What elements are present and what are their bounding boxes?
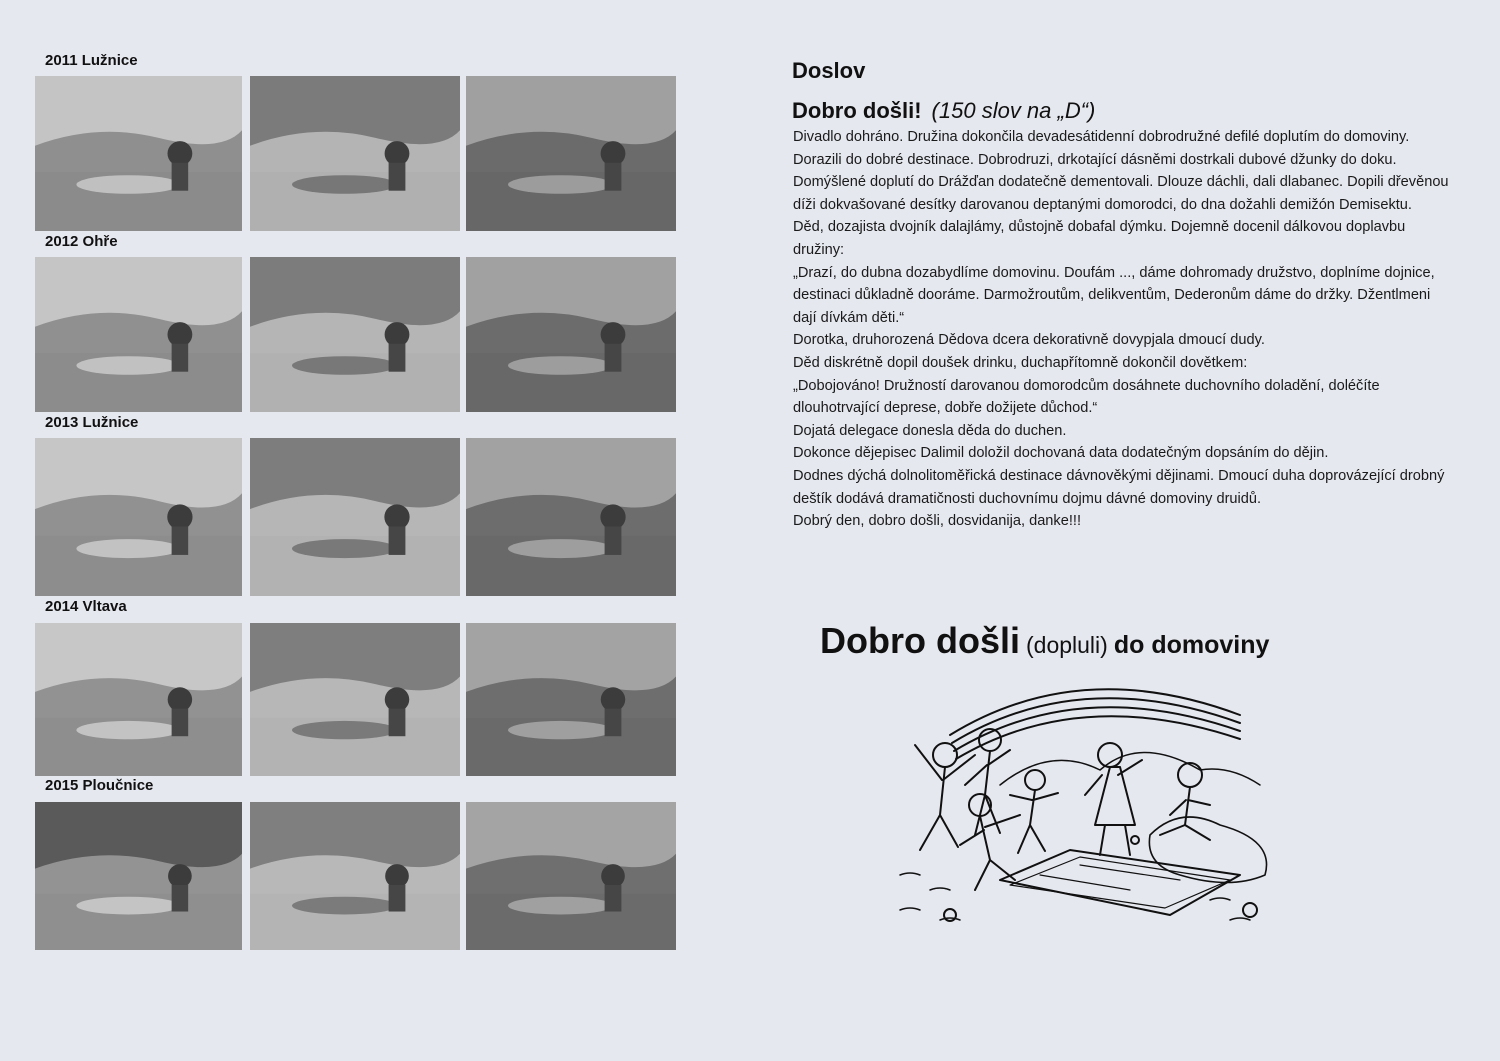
epilogue-paragraph: Děd, dozajista dvojník dalajlámy, důstojně dobafal dýmku. Dojemně docenil dálkovou doplavbu družiny: <box>793 219 1406 258</box>
epilogue-paragraph: „Dobojováno! Družností darovanou domorodcům dosáhnete duchovního doladění, doléčíte dlouhotrvající deprese, dobře dožijete důchod.“ <box>793 377 1380 417</box>
banner-title-end: do domoviny <box>1113 631 1270 659</box>
group-at-table-photo <box>35 438 242 596</box>
boats-under-bridge-photo <box>466 76 676 231</box>
fallen-trees-river-photo <box>250 802 460 950</box>
boats-in-town-photo <box>35 623 242 776</box>
canoe-in-reeds-photo <box>250 76 460 231</box>
epilogue-paragraph: „Drazí, do dubna dozabydlíme domovinu. Doufám ..., dáme dohromady družstvo, doplníme dojnice, destinaci důkladně dooráme. Darmožroutům, delikventům, Dederonům dáme do držky. Džentlmeni dají dívkám děti.“ <box>793 264 1435 326</box>
subtitle-note: (150 slov na „D“) <box>931 98 1096 123</box>
epilogue-paragraph: Děd diskrétně dopil doušek drinku, duchapřítomně dokončil dovětkem: <box>793 354 1248 371</box>
group-portrait-photo <box>250 623 460 776</box>
epilogue-subtitle <box>792 98 1095 124</box>
canoe-in-rapids-photo <box>250 257 460 412</box>
epilogue-heading: Doslov <box>792 58 866 83</box>
year-label: 2012 Ohře <box>45 233 118 250</box>
epilogue-paragraph: Dobrý den, dobro došli, dosvidanija, danke!!! <box>793 513 1081 530</box>
epilogue-paragraph: Divadlo dohráno. Družina dokončila devadesátidenní dobrodružné defilé doplutím do domoviny. Dorazili do dobré destinace. Dobrodruzi, drkotající dásněmi dostrkali dubové džunky do doku. Domýšlené doplutí do Drážďan dodatečně dementovali. Dlouze dáchli, dali dlabanec. Dopili dřevěnou díži dokvašované desítky darovanou deptanými domorodci, do dna dožahli demižón Demisektu. <box>793 129 1449 213</box>
epilogue-paragraph: Dokonce dějepisec Dalimil doložil dochovaná data dodatečným dopsáním do dějin. <box>793 445 1329 462</box>
canoe-in-fast-water-photo <box>466 438 676 596</box>
epilogue-paragraph: Dorotka, druhorozená Dědova dcera dekorativně dovypjala dmoucí dudy. <box>793 332 1265 349</box>
swimmers-in-river-photo <box>466 802 676 950</box>
epilogue-paragraph: Dodnes dýchá dolnolitoměřická destinace dávnověkými dějinami. Dmoucí duha doprovázející drobný deštík dodává dramatičnosti duchovnímu dojmu dávné domoviny druidů. <box>793 467 1445 507</box>
year-label: 2011 Lužnice <box>45 52 138 69</box>
banner-title-main: Dobro došli <box>820 620 1020 661</box>
banner-title <box>820 620 1269 662</box>
subtitle-text: Dobro došli! <box>792 98 922 123</box>
year-label: 2013 Lužnice <box>45 414 139 431</box>
celebrating-people-under-rainbow-icon <box>880 675 1280 945</box>
paddler-at-weir-photo <box>35 257 242 412</box>
year-label: 2014 Vltava <box>45 598 127 615</box>
canoe-below-weir-photo <box>466 257 676 412</box>
epilogue-body <box>793 126 1453 533</box>
group-on-riverbank-photo <box>35 76 242 231</box>
epilogue-paragraph: Dojatá delegace donesla děda do duchen. <box>793 422 1067 439</box>
year-label: 2015 Ploučnice <box>45 777 154 794</box>
rock-tunnel-photo <box>35 802 242 950</box>
canoe-on-chute-photo <box>250 438 460 596</box>
banner-title-paren: (dopluli) <box>1026 632 1108 658</box>
paddlers-in-canoe-photo <box>466 623 676 776</box>
